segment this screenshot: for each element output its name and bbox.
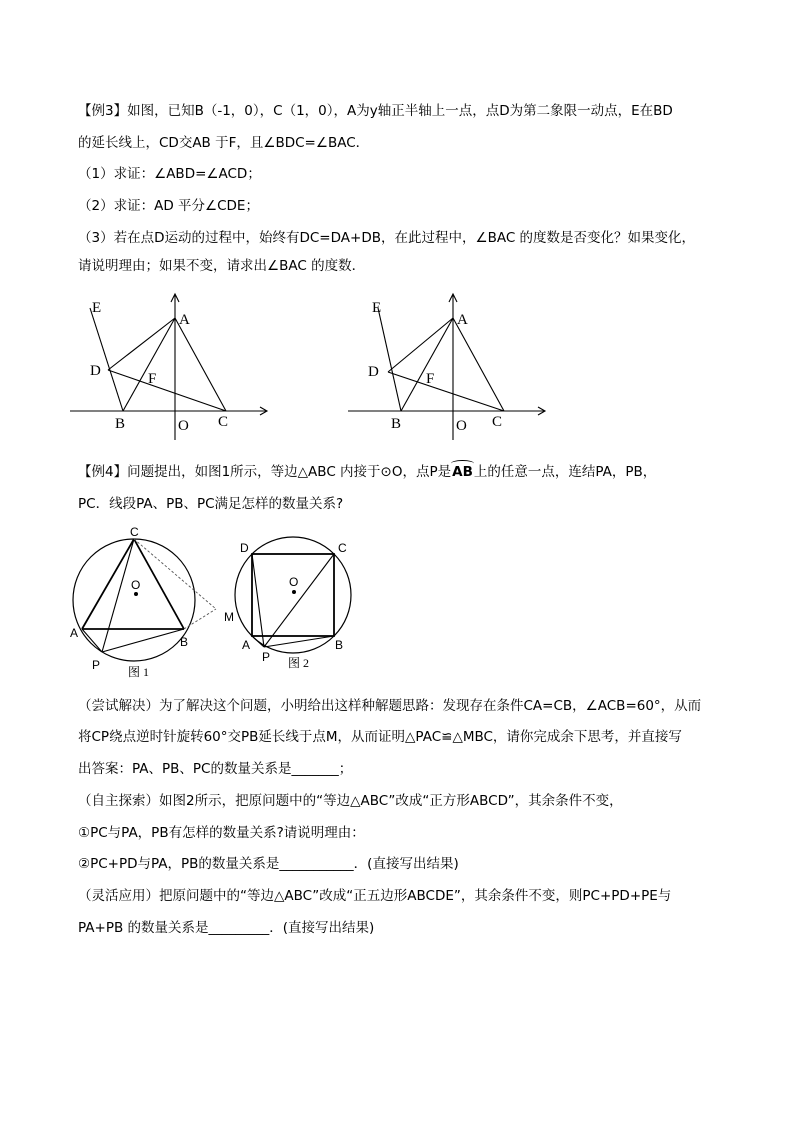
ex3-line-2: 的延长线上，CD交AB 于F，且∠BDC=∠BAC． <box>78 135 370 151</box>
label-F: F <box>148 371 157 387</box>
ex4-sol-line-4: （自主探索）如图2所示，把原问题中的“等边△ABC”改成“正方形ABCD”，其余条件不变， <box>78 793 623 809</box>
fig1-label-B: B <box>180 635 189 649</box>
label-D: D <box>368 364 379 380</box>
ex4-line-1 <box>78 462 656 482</box>
ex3-line-3: （1）求证：∠ABD=∠ACD； <box>78 166 261 182</box>
label-C: C <box>492 414 503 430</box>
ex3-line-1: 【例3】如图，已知B（-1，0），C（1，0），A为y轴正半轴上一点，点D为第二象限一动点，E在BD <box>78 103 673 119</box>
fig1-label-O: O <box>131 578 141 592</box>
ex4-sol-line-5: ①PC与PA，PB有怎样的数量关系?请说明理由： <box>78 825 365 841</box>
ex4-sol-line-3: 出答案：PA、PB、PC的数量关系是_______； <box>78 761 353 777</box>
fig1-label-C: C <box>130 525 139 539</box>
ex4-figure-1 <box>66 525 246 685</box>
ex4-sol-line-6: ②PC+PD与PA，PB的数量关系是___________．(直接写出结果) <box>78 856 459 872</box>
fig1-label-P: P <box>92 658 101 672</box>
label-E: E <box>372 300 382 316</box>
fig2-label-D: D <box>240 541 249 555</box>
ex4-sol-line-8: PA+PB 的数量关系是_________．(直接写出结果) <box>78 920 375 936</box>
ex4-figure-2 <box>230 533 360 673</box>
ex3-line-4: （2）求证：AD 平分∠CDE； <box>78 198 259 214</box>
fig1-label-M: M <box>224 610 234 624</box>
fig1-caption: 图 1 <box>128 665 150 679</box>
ex3-figure-right <box>346 290 556 440</box>
label-E: E <box>92 300 102 316</box>
arc-ab-notation: AB <box>451 462 474 482</box>
label-B: B <box>115 416 126 432</box>
label-A: A <box>179 312 190 328</box>
ex4-line-2: PC．线段PA、PB、PC满足怎样的数量关系? <box>78 496 344 512</box>
fig1-label-A: A <box>70 626 79 640</box>
label-O: O <box>456 418 467 434</box>
ex3-line-5: （3）若在点D运动的过程中，始终有DC=DA+DB，在此过程中，∠BAC 的度数是否变化？如果变化， <box>78 230 696 246</box>
label-C: C <box>218 414 229 430</box>
ex4-line-1-part-b: 上的任意一点，连结PA，PB， <box>473 464 657 480</box>
fig2-label-O: O <box>289 575 299 589</box>
label-O: O <box>178 418 189 434</box>
ex4-sol-line-2: 将CP绕点逆时针旋转60°交PB延长线于点M，从而证明△PAC≌△MBC，请你完成余下思考，并直接写 <box>78 729 682 745</box>
fig2-caption: 图 2 <box>288 656 310 670</box>
fig2-label-P: P <box>262 650 271 664</box>
fig2-label-A: A <box>242 638 251 652</box>
fig2-label-C: C <box>338 541 347 555</box>
label-B: B <box>391 416 402 432</box>
ex4-sol-line-7: （灵活应用）把原问题中的“等边△ABC”改成“正五边形ABCDE”，其余条件不变，则PC+PD+PE与 <box>78 888 672 904</box>
label-D: D <box>90 363 101 379</box>
ex3-figure-left <box>68 290 278 440</box>
ex4-line-1-part-a: 【例4】问题提出，如图1所示，等边△ABC 内接于⊙O，点P是 <box>78 464 452 480</box>
label-F: F <box>426 371 435 387</box>
fig2-label-B: B <box>335 638 344 652</box>
ex3-line-6: 请说明理由；如果不变，请求出∠BAC 的度数． <box>78 258 366 274</box>
label-A: A <box>457 312 468 328</box>
ex4-sol-line-1: （尝试解决）为了解决这个问题，小明给出这样种解题思路：发现存在条件CA=CB，∠ACB=60°，从而 <box>78 698 702 714</box>
